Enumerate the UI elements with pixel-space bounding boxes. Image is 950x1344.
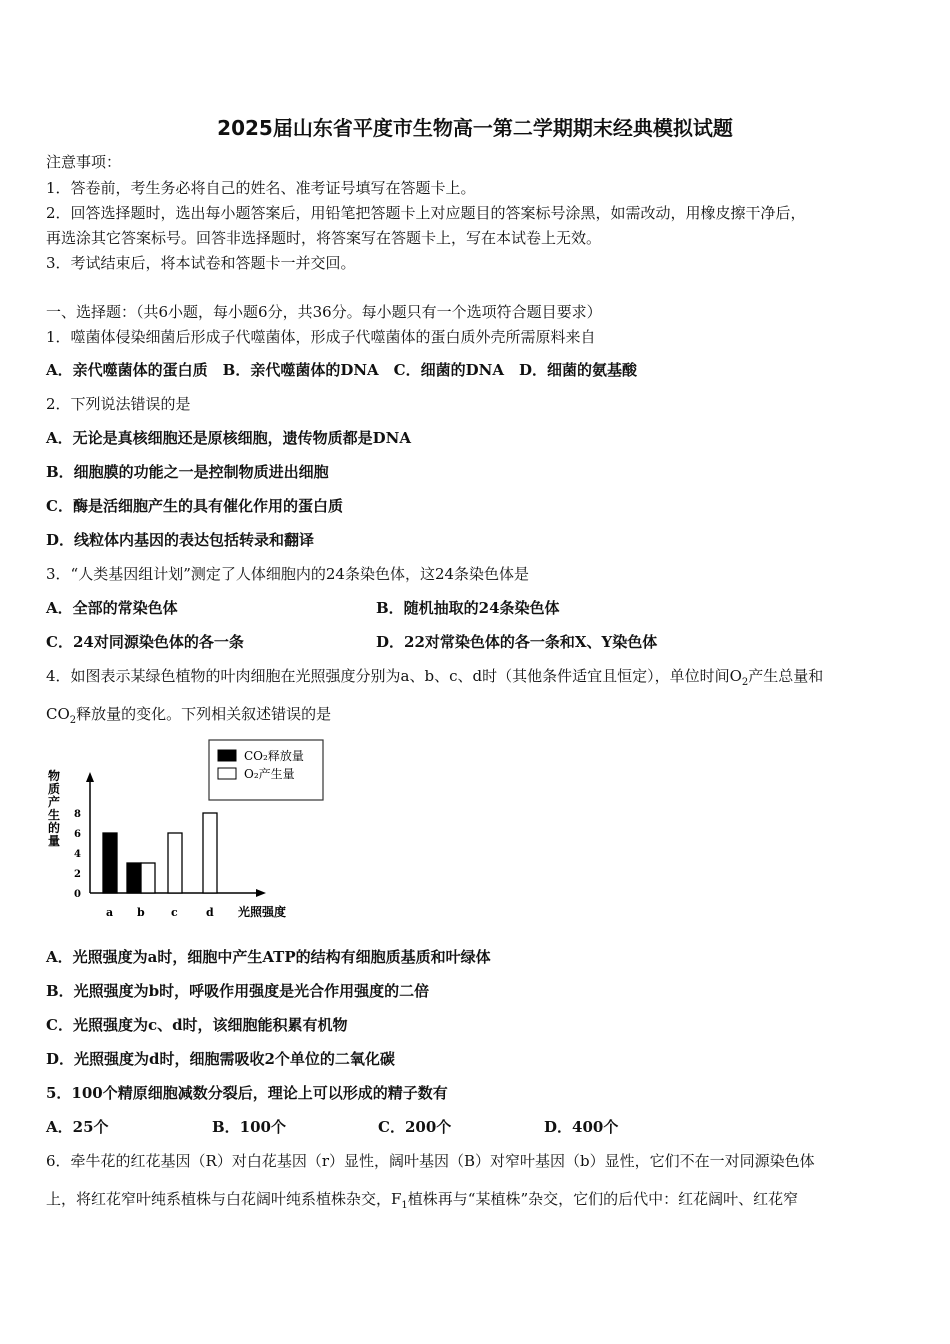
- q5-option-d: D．400个: [544, 1118, 619, 1136]
- page-title: 2025届山东省平度市生物高一第二学期期末经典模拟试题: [217, 116, 733, 140]
- bar-d-o2: [203, 813, 217, 893]
- x-axis-label: 光照强度: [238, 905, 287, 919]
- legend-swatch-o2: [218, 768, 236, 779]
- notice-item-2: 2．回答选择题时，选出每小题答案后，用铅笔把答题卡上对应题目的答案标号涂黑，如需改动，用橡皮擦干净后，: [46, 204, 806, 222]
- legend-swatch-co2: [218, 750, 236, 761]
- y-axis-label-char: 的: [48, 821, 61, 835]
- q4-option-d: D．光照强度为d时，细胞需吸收2个单位的二氧化碳: [46, 1050, 395, 1068]
- y-axis-label-char: 生: [48, 808, 61, 822]
- q2-option-d: D．线粒体内基因的表达包括转录和翻译: [46, 531, 315, 549]
- legend-label-co2: CO₂释放量: [244, 749, 304, 763]
- legend-label-o2: O₂产生量: [244, 767, 295, 781]
- x-category-label: b: [137, 906, 145, 919]
- x-axis-arrow: [256, 889, 266, 897]
- q1-options: A．亲代噬菌体的蛋白质 B．亲代噬菌体的DNA C．细菌的DNA D．细菌的氨基酸: [46, 361, 637, 379]
- bar-a-co2: [103, 833, 117, 893]
- notice-item-3: 3．考试结束后，将本试卷和答题卡一并交回。: [46, 254, 356, 272]
- notice-item-2-cont: 再选涂其它答案标号。回答非选择题时，将答案写在答题卡上，写在本试卷上无效。: [46, 229, 602, 247]
- notice-heading: 注意事项：: [46, 153, 122, 171]
- y-axis-label: [48, 768, 60, 848]
- y-axis-label-char: 物: [48, 769, 61, 783]
- y-tick-label: 6: [74, 829, 81, 840]
- q1-stem: 1．噬菌体侵染细菌后形成子代噬菌体，形成子代噬菌体的蛋白质外壳所需原料来自: [46, 328, 596, 346]
- y-tick-label: 0: [74, 889, 81, 900]
- y-axis-label-char: 量: [48, 834, 61, 848]
- q4-option-b: B．光照强度为b时，呼吸作用强度是光合作用强度的二倍: [46, 982, 430, 1000]
- q5-option-a: A．25个: [46, 1118, 109, 1136]
- notice-item-1: 1．答卷前，考生务必将自己的姓名、准考证号填写在答题卡上。: [46, 179, 476, 197]
- q4-stem-line2: $CO_2$释放量的变化。下列相关叙述错误的是: [46, 705, 332, 726]
- q2-option-b: B．细胞膜的功能之一是控制物质进出细胞: [46, 463, 329, 481]
- x-category-label: c: [171, 906, 178, 919]
- x-category-label: d: [206, 906, 214, 919]
- y-axis-label-char: 质: [48, 782, 61, 796]
- q5-stem: 5．100个精原细胞减数分裂后，理论上可以形成的精子数有: [46, 1084, 448, 1102]
- q4-stem-line1: 4．如图表示某绿色植物的叶肉细胞在光照强度分别为a、b、c、d时（其他条件适宜且恒定），单位时间$O_2$产生总量和: [46, 667, 824, 688]
- q4-option-c: C．光照强度为c、d时，该细胞能积累有机物: [46, 1016, 348, 1034]
- q3-option-a: A．全部的常染色体: [46, 599, 178, 617]
- y-tick-label: 2: [74, 869, 81, 880]
- bar-b-o2: [141, 863, 155, 893]
- x-category-label: a: [106, 906, 114, 919]
- y-tick-label: 4: [74, 849, 81, 860]
- q3-option-b: B．随机抽取的24条染色体: [376, 599, 560, 617]
- q3-stem: 3．“人类基因组计划”测定了人体细胞内的24条染色体，这24条染色体是: [46, 565, 530, 583]
- q5-option-b: B．100个: [212, 1118, 286, 1136]
- y-tick-label: 8: [74, 809, 81, 820]
- bar-c-o2: [168, 833, 182, 893]
- q5-option-c: C．200个: [378, 1118, 452, 1136]
- section-heading: 一、选择题：（共6小题，每小题6分，共36分。每小题只有一个选项符合题目要求）: [46, 303, 602, 321]
- y-axis-arrow: [86, 772, 94, 782]
- q3-option-d: D．22对常染色体的各一条和X、Y染色体: [376, 633, 658, 651]
- bar-b-co2: [127, 863, 141, 893]
- q2-option-c: C．酶是活细胞产生的具有催化作用的蛋白质: [46, 497, 343, 515]
- bar-chart: [40, 738, 340, 923]
- q6-stem-line1: 6．牵牛花的红花基因（R）对白花基因（r）显性，阔叶基因（B）对窄叶基因（b）显性，它们不在一对同源染色体: [46, 1152, 815, 1170]
- y-axis-label-char: 产: [48, 795, 61, 809]
- q3-option-c: C．24对同源染色体的各一条: [46, 633, 244, 651]
- q2-option-a: A．无论是真核细胞还是原核细胞，遗传物质都是DNA: [46, 429, 411, 447]
- q4-option-a: A．光照强度为a时，细胞中产生ATP的结构有细胞质基质和叶绿体: [46, 948, 491, 966]
- q6-stem-line2: 上，将红花窄叶纯系植株与白花阔叶纯系植株杂交，$F_1$植株再与“某植株”杂交，它们的后代中：红花阔叶、红花窄: [46, 1190, 799, 1211]
- q2-stem: 2．下列说法错误的是: [46, 395, 191, 413]
